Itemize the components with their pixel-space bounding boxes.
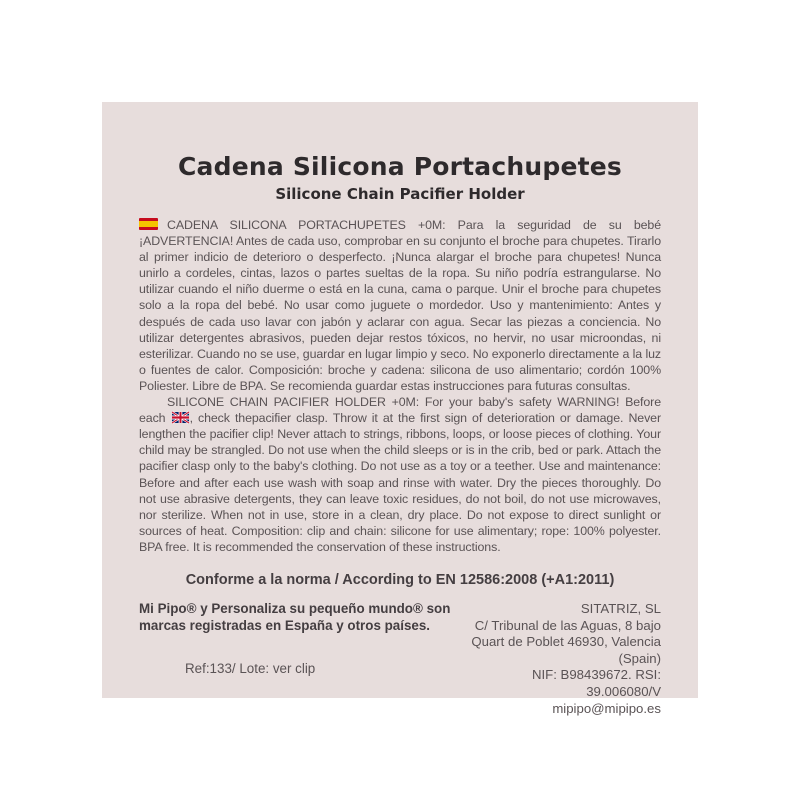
spanish-instructions bbox=[139, 217, 661, 394]
company-city: Quart de Poblet 46930, Valencia (Spain) bbox=[471, 634, 661, 666]
compliance-statement: Conforme a la norma / According to EN 12586:2008 (+A1:2011) bbox=[185, 571, 615, 588]
company-email: mipipo@mipipo.es bbox=[552, 700, 661, 716]
company-address-block bbox=[469, 601, 661, 717]
product-title: Cadena Silicona Portachupetes bbox=[177, 152, 623, 181]
footer bbox=[139, 601, 661, 717]
footer-left-column bbox=[139, 601, 469, 717]
product-label-card bbox=[102, 102, 698, 716]
uk-flag-icon bbox=[172, 412, 189, 423]
english-instructions-text-start: SILICONE CHAIN PACIFIER HOLDER +0M: For your baby's safety WARNING! Before each bbox=[139, 395, 661, 426]
spain-flag-icon bbox=[139, 218, 158, 230]
ref-lote-line: Ref:133/ Lote: ver clip bbox=[185, 660, 316, 676]
trademark-notice: Mi Pipo® y Personaliza su pequeño mundo® son marcas registradas en España y otros países. bbox=[139, 600, 451, 633]
spanish-instructions-text: CADENA SILICONA PORTACHUPETES +0M: Para la seguridad de su bebé ¡ADVERTENCIA! Antes de cada uso, comprobar en su conjunto el broche para chupetes. Tirarlo al primer indicio de deterioro o desperfecto. ¡Nunca alargar el broche para chupetes! Nunca unirlo a cordeles, cintas, lazos o partes sueltas de la ropa. Su niño podría estrangularse. No utilizar cuando el niño duerme o está en la cuna, cama o parque. Unir el broche para chupetes solo a la ropa del bebé. No usar como juguete o mordedor. Uso y mantenimiento: Antes y después de cada uso lavar con jabón y aclarar con agua. Secar las piezas a conciencia. No utilizar detergentes abrasivos, pueden dejar restos tóxicos, no hervir, no usar microondas, ni esterilizar. Cuando no se use, guardar en lugar limpio y seco. No exponerlo directamente a la luz o fuentes de calor. Composición: broche y cadena: silicona de uso alimentario; cordón 100% Poliester. Libre de BPA. Se recomienda guardar estas instrucciones para futuras consultas. bbox=[139, 218, 661, 393]
english-instructions bbox=[139, 394, 661, 555]
product-subtitle: Silicone Chain Pacifier Holder bbox=[275, 185, 525, 203]
english-instructions-text-end: , check thepacifier clasp. Throw it at the first sign of deterioration or damage. Never lengthen the pacifier clip! Never attach to strings, ribbons, loops, or loose pieces of clothing. Your child may be strangled. Do not use when the child sleeps or is in the crib, bed or park. Attach the pacifier clasp only to the baby's clothing. Do not use as a toy or a teether. Use and maintenance: Before and after each use wash with soap and rinse with water. Dry the pieces thoroughly. Do not use abrasive detergents, they can leave toxic residues, do not boil, do not use microwaves, nor sterilize. When not in use, store in a clean, dry place. Do not expose to direct sunlight or sources of heat. Composition: clip and chain: silicone for use alimentary; rope: 100% polyester. BPA free. It is recommended the conservation of these instructions. bbox=[139, 411, 661, 554]
company-name: SITATRIZ, SL bbox=[580, 600, 661, 616]
company-nif-rsi: NIF: B98439672. RSI: 39.006080/V bbox=[531, 667, 661, 699]
instructions-block bbox=[139, 217, 661, 555]
company-street: C/ Tribunal de las Aguas, 8 bajo bbox=[474, 617, 661, 633]
